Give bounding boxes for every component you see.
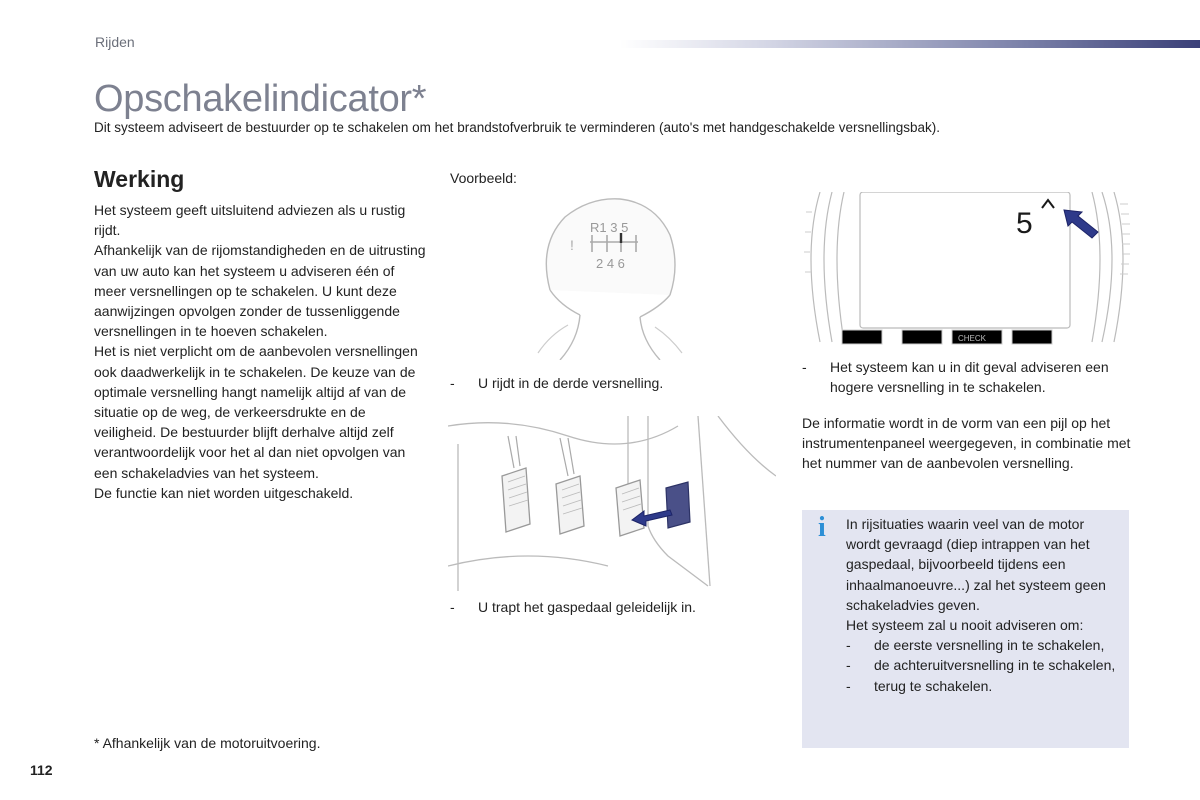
werking-paragraph: Het is niet verplicht om de aanbevolen versnellingen ook daadwerkelijk in te schakelen. De keuze van de optimale versnelling hangt namelijk altijd af van de situatie op de weg, de verkeersdrukte en de veiligheid. De bestuurder blijft derhalve altijd zelf verantwoordelijk voor het al dan niet opvolgen van een schakeladvies van het systeem. bbox=[94, 343, 418, 481]
warning-mark-icon: ! bbox=[570, 237, 574, 253]
info-box-paragraph: In rijsituaties waarin veel van de motor wordt gevraagd (diep intrappen van het gaspedaal, bijvoorbeeld tijdens een inhaalmanoeuvre...) zal het systeem geen schakeladvies geven. bbox=[846, 516, 1106, 613]
display-caption bbox=[802, 357, 1122, 397]
section-heading-werking: Werking bbox=[94, 166, 185, 192]
example-label: Voorbeeld: bbox=[450, 170, 517, 186]
page-subtitle: Dit systeem adviseert de bestuurder op te schakelen om het brandstofverbruik te verminderen (auto's met handgeschakelde versnellingsbak). bbox=[94, 120, 941, 135]
werking-body bbox=[94, 200, 429, 503]
list-item-text: de achteruitversnelling in te schakelen, bbox=[874, 657, 1116, 674]
info-box-list bbox=[846, 635, 1118, 696]
pointer-arrow-icon bbox=[1064, 210, 1098, 238]
info-box-list-intro: Het systeem zal u nooit adviseren om: bbox=[846, 617, 1084, 634]
gear-knob-illustration bbox=[520, 195, 700, 360]
dash-marker: - bbox=[450, 375, 455, 391]
gear-caption bbox=[450, 373, 780, 393]
dash-marker: - bbox=[846, 677, 851, 694]
dash-marker: - bbox=[450, 599, 455, 615]
list-item bbox=[846, 635, 1118, 655]
dash-marker: - bbox=[802, 359, 807, 375]
pedals-illustration bbox=[448, 416, 776, 591]
footnote: * Afhankelijk van de motoruitvoering. bbox=[94, 735, 321, 751]
pedal-caption bbox=[450, 597, 780, 617]
info-box-text bbox=[846, 514, 1118, 696]
display-gear-number: 5 bbox=[1016, 207, 1033, 240]
info-icon: i bbox=[818, 512, 826, 543]
instrument-panel-illustration bbox=[802, 192, 1132, 350]
dash-marker: - bbox=[846, 637, 851, 654]
gear-caption-text: U rijdt in de derde versnelling. bbox=[478, 375, 664, 391]
page-title: Opschakelindicator* bbox=[94, 78, 427, 120]
header-bar bbox=[620, 40, 1200, 48]
display-caption-text: Het systeem kan u in dit geval adviseren een hogere versnelling in te schakelen. bbox=[830, 359, 1109, 395]
werking-paragraph: De functie kan niet worden uitgeschakeld. bbox=[94, 484, 354, 501]
knob-bottom-row: 2 4 6 bbox=[596, 256, 625, 271]
check-label: CHECK bbox=[958, 334, 987, 343]
pedal-caption-text: U trapt het gaspedaal geleidelijk in. bbox=[478, 599, 696, 615]
accelerator-pedal bbox=[666, 482, 690, 528]
list-item bbox=[846, 676, 1118, 696]
knob-top-row: R1 3 5 bbox=[590, 220, 629, 235]
section-label: Rijden bbox=[95, 34, 135, 50]
list-item bbox=[846, 655, 1118, 675]
page-number: 112 bbox=[30, 762, 53, 778]
dash-marker: - bbox=[846, 657, 851, 674]
upshift-arrow-icon bbox=[1042, 200, 1054, 208]
list-item-text: terug te schakelen. bbox=[874, 677, 993, 694]
werking-paragraph: Het systeem geeft uitsluitend adviezen als u rustig rijdt. bbox=[94, 202, 406, 239]
info-paragraph: De informatie wordt in de vorm van een pijl op het instrumentenpaneel weergegeven, in combinatie met het nummer van de aanbevolen versnelling. bbox=[802, 415, 1131, 472]
werking-paragraph: Afhankelijk van de rijomstandigheden en de uitrusting van uw auto kan het systeem u adviseren één of meer versnellingen op te schakelen. U kunt deze aanwijzingen opvolgen zonder de tussenliggende versnellingen in te hoeven schakelen. bbox=[94, 242, 426, 340]
list-item-text: de eerste versnelling in te schakelen, bbox=[874, 637, 1105, 654]
